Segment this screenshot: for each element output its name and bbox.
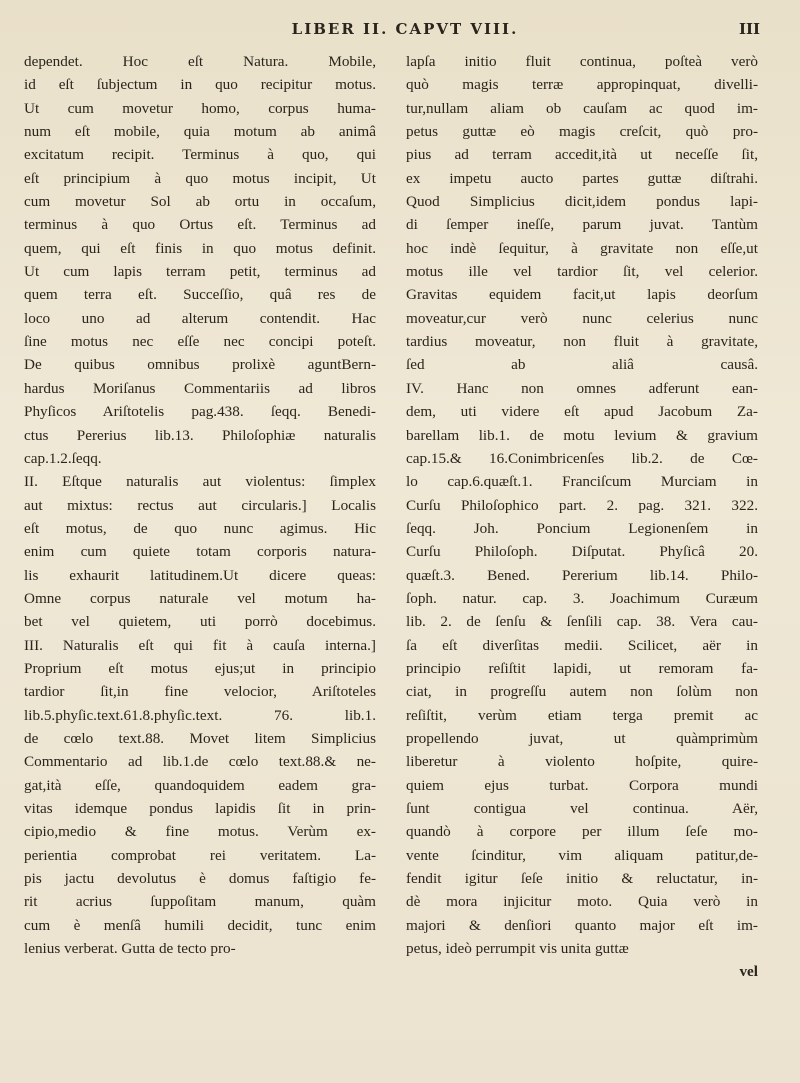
- text-line: lapſa initio fluit continua, poſteà verò: [406, 53, 758, 70]
- text-line: vitas idemque pondus lapidis ſit in prin-: [24, 800, 376, 817]
- text-line: liberetur à violento hoſpite, quire-: [406, 753, 758, 771]
- text-line: dè mora injicitur moto. Quia verò in: [406, 893, 758, 911]
- right-text-column: [406, 50, 758, 984]
- text-line: Omne corpus naturale vel motum ha-: [24, 589, 376, 607]
- text-line: quò magis terræ appropinquat, divelli-: [406, 76, 758, 94]
- text-line: quem, qui eſt finis in quo motus definit.: [24, 239, 376, 257]
- text-line: lenius verberat. Gutta de tecto pro-: [24, 940, 236, 958]
- text-line: tardius moveatur, non fluit à gravitate,: [406, 333, 758, 351]
- text-line: cap.15.& 16.Conimbricenſes lib.2. de Cœ-: [406, 449, 758, 467]
- page-header: [40, 20, 770, 46]
- text-line: II. Eſtque naturalis aut violentus: ſimplex: [24, 473, 376, 491]
- catchword: vel: [739, 963, 758, 981]
- text-line: fendit igitur ſeſe initio & reluctatur, in-: [406, 870, 758, 888]
- text-line: excitatum recipit. Terminus à quo, qui: [24, 146, 376, 164]
- text-line: lis exhaurit latitudinem.Ut dicere queas:: [24, 566, 376, 584]
- text-line: hoc indè ſequitur, à gravitate non eſſe,ut: [406, 239, 758, 257]
- left-text-column: [24, 50, 376, 960]
- text-line: terminus à quo Ortus eſt. Terminus ad: [24, 216, 376, 234]
- text-line: cap.1.2.ſeqq.: [24, 449, 102, 467]
- text-line: num eſt mobile, quia motum ab animâ: [24, 123, 376, 141]
- text-line: eſt principium à quo motus incipit, Ut: [24, 169, 376, 187]
- text-line: cipio,medio & fine motus. Verùm ex-: [24, 823, 376, 841]
- text-line: quæſt.3. Bened. Pererium lib.14. Philo-: [406, 566, 758, 584]
- text-line: tur,nullam aliam ob cauſam ac quod im-: [406, 99, 758, 117]
- text-line: lib. 2. de ſenſu & ſenſili cap. 38. Vera cau-: [406, 613, 758, 631]
- text-line: bet vel quietem, uti porrò docebimus.: [24, 613, 376, 631]
- text-line: rit acrius ſuppoſitam manum, quàm: [24, 893, 376, 911]
- text-line: ſunt contigua vel continua. Aër,: [406, 800, 758, 817]
- text-line: vente ſcinditur, vim aliquam patitur,de-: [406, 846, 758, 864]
- text-line: reſiſtit, verùm etiam terga premit ac: [406, 706, 758, 724]
- text-line: quem terra eſt. Succeſſio, quâ res de: [24, 286, 376, 304]
- text-line: dem, uti videre eſt apud Jacobum Za-: [406, 403, 758, 421]
- text-line: Phyſicos Ariſtotelis pag.438. ſeqq. Benedi-: [24, 403, 376, 421]
- text-line: id eſt ſubjectum in quo recipitur motus.: [24, 76, 376, 94]
- text-line: ſoph. natur. cap. 3. Joachimum Curæum: [406, 589, 758, 607]
- text-line: cum movetur Sol ab ortu in occaſum,: [24, 193, 376, 211]
- text-line: lo cap.6.quæſt.1. Franciſcum Murciam in: [406, 473, 758, 491]
- text-line: di ſemper ineſſe, parum juvat. Tantùm: [406, 216, 758, 234]
- text-line: Gravitas equidem facit,ut lapis deorſum: [406, 286, 758, 304]
- text-line: pis jactu devolutus è domus faſtigio fe-: [24, 870, 376, 888]
- page-number: III: [738, 20, 760, 38]
- text-line: ſed ab aliâ causâ.: [406, 356, 758, 374]
- text-line: Commentario ad lib.1.de cœlo text.88.& ne-: [24, 753, 376, 771]
- text-line: gat,ità eſſe, quandoquidem eadem gra-: [24, 776, 376, 794]
- text-line: Curſu Philoſoph. Diſputat. Phyſicâ 20.: [406, 543, 758, 561]
- text-line: ſine motus nec eſſe nec concipi poteſt.: [24, 333, 376, 351]
- text-line: perientia comprobat rei veritatem. La-: [24, 846, 376, 864]
- text-line: petus, ideò perrumpit vis unita guttæ: [406, 940, 629, 958]
- text-line: motus ille vel tardior ſit, vel celerior.: [406, 263, 758, 281]
- text-line: dependet. Hoc eſt Natura. Mobile,: [24, 53, 376, 70]
- text-line: pius ad terram accedit,ità ut neceſſe ſit,: [406, 146, 758, 164]
- text-line: loco uno ad alterum contendit. Hac: [24, 309, 376, 327]
- text-line: De quibus omnibus prolixè aguntBern-: [24, 356, 376, 374]
- text-line: principio reſiſtit lapidi, ut remoram fa-: [406, 659, 758, 677]
- text-line: III. Naturalis eſt qui fit à cauſa interna.]: [24, 636, 376, 654]
- text-line: de cœlo text.88. Movet litem Simplicius: [24, 729, 376, 747]
- text-line: eſt motus, de quo nunc agimus. Hic: [24, 519, 376, 537]
- text-line: enim cum quiete totam corporis natura-: [24, 543, 376, 561]
- text-line: propellendo juvat, ut quàmprimùm: [406, 729, 758, 747]
- text-line: majori & denſiori quanto major eſt im-: [406, 916, 758, 934]
- text-line: tardior ſit,in fine velocior, Ariſtoteles: [24, 683, 376, 701]
- text-line: quandò à corpore per illum ſeſe mo-: [406, 823, 758, 841]
- text-line: quiem ejus turbat. Corpora mundi: [406, 776, 758, 794]
- text-line: ctus Pererius lib.13. Philoſophiæ naturalis: [24, 426, 376, 444]
- running-title: LIBER II. CAPVT VIII.: [291, 20, 519, 38]
- text-line: ſeqq. Joh. Poncium Legionenſem in: [406, 519, 758, 537]
- text-line: aut mixtus: rectus aut circularis.] Localis: [24, 496, 376, 514]
- text-line: ſa eſt diverſitas medii. Scilicet, aër in: [406, 636, 758, 654]
- text-line: petus guttæ eò magis creſcit, quò pro-: [406, 123, 758, 141]
- text-line: Ut cum movetur homo, corpus huma-: [24, 99, 376, 117]
- text-line: Ut cum lapis terram petit, terminus ad: [24, 263, 376, 281]
- text-line: IV. Hanc non omnes adferunt ean-: [406, 379, 758, 397]
- text-line: lib.5.phyſic.text.61.8.phyſic.text. 76. lib.1.: [24, 706, 376, 724]
- text-line: hardus Moriſanus Commentariis ad libros: [24, 379, 376, 397]
- text-line: barellam lib.1. de motu levium & gravium: [406, 426, 758, 444]
- text-line: cum è menſâ humili decidit, tunc enim: [24, 916, 376, 934]
- text-line: Quod Simplicius dicit,idem pondus lapi-: [406, 193, 758, 211]
- text-line: Curſu Philoſophico part. 2. pag. 321. 322.: [406, 496, 758, 514]
- text-line: moveatur,cur verò nunc celerius nunc: [406, 309, 758, 327]
- text-line: ciat, in progreſſu autem non ſolùm non: [406, 683, 758, 701]
- text-line: Proprium eſt motus ejus;ut in principio: [24, 659, 376, 677]
- text-line: ex impetu aucto partes guttæ diſtrahi.: [406, 169, 758, 187]
